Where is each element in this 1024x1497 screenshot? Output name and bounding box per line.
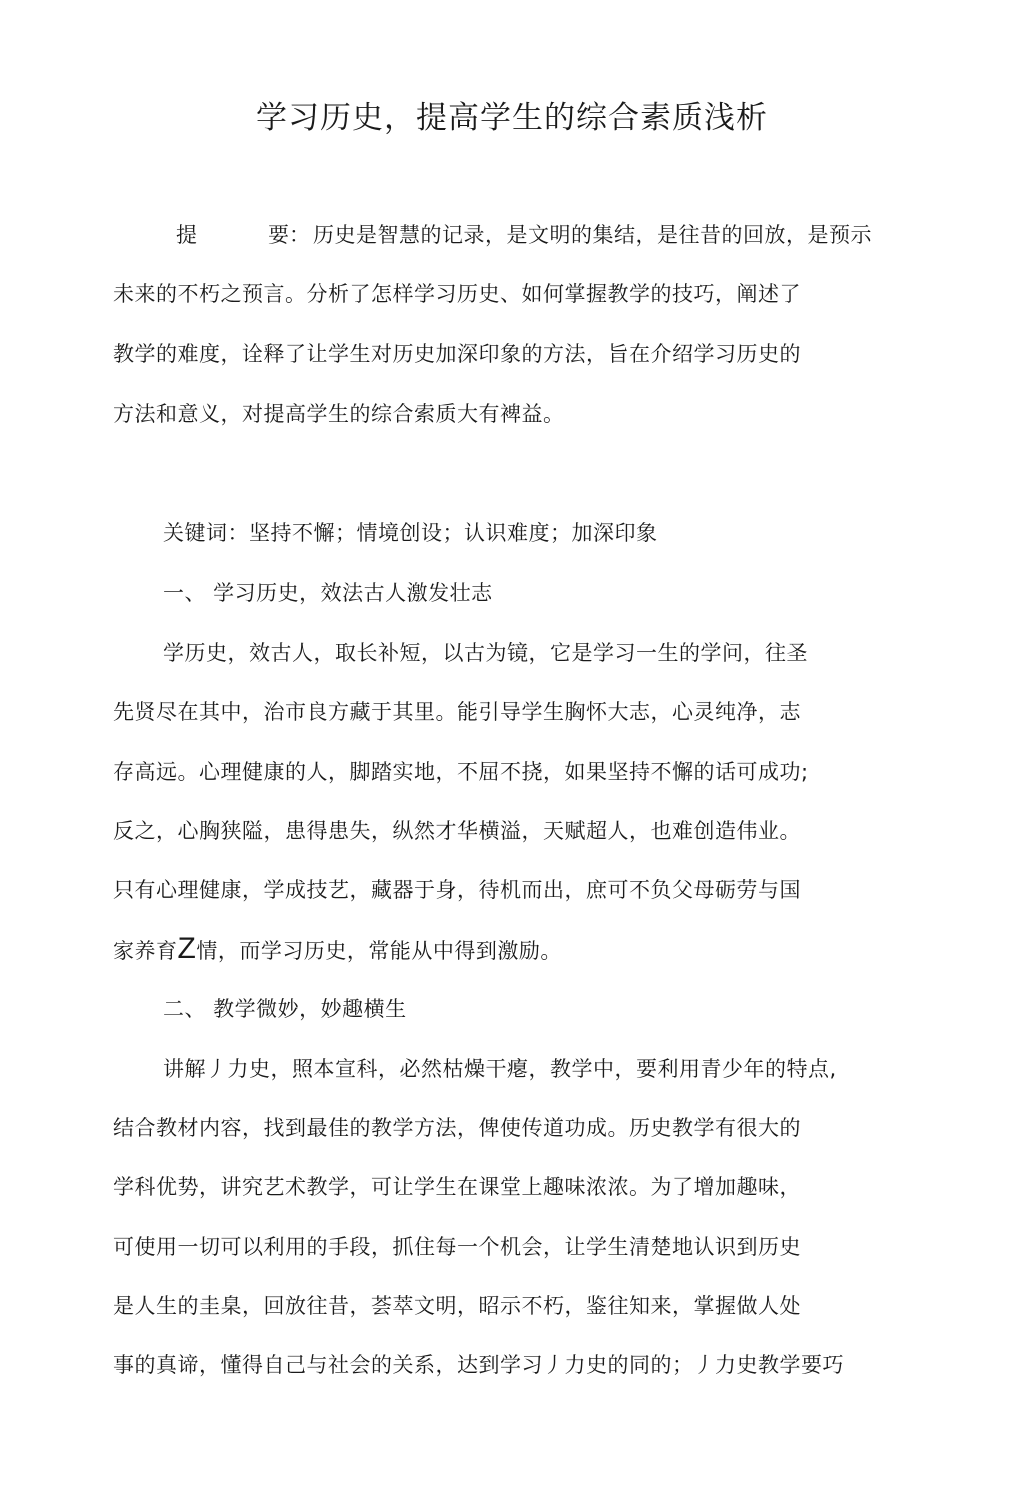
abstract-line: 方法和意义，对提高学生的综合索质大有裨益。 bbox=[113, 402, 565, 426]
abstract-label-first: 提 bbox=[176, 223, 197, 247]
keywords-line: 关键词：坚持不懈；情境创设；认识难度；加深印象 bbox=[163, 521, 658, 545]
abstract-line: 未来的不朽之预言。分析了怎样学习历史、如何掌握教学的技巧，阐述了 bbox=[113, 282, 801, 306]
paragraph-line: 是人生的圭臬，回放往昔，荟萃文明，昭示不朽，鉴往知来，掌握做人处 bbox=[113, 1294, 801, 1318]
paragraph-line: 只有心理健康，学成技艺，藏器于身，待机而出，庶可不负父母砺劳与国 bbox=[113, 878, 801, 902]
paragraph-line: 结合教材内容，找到最佳的教学方法，俾使传道功成。历史教学有很大的 bbox=[113, 1116, 801, 1140]
paragraph-line: 存高远。心理健康的人，脚踏实地，不屈不挠，如果坚持不懈的话可成功; bbox=[113, 760, 809, 784]
paragraph-line: 学科优势，讲究艺术教学，可让学生在课堂上趣味浓浓。为了增加趣味， bbox=[113, 1175, 801, 1199]
paragraph-line bbox=[113, 934, 562, 966]
section-heading-2: 二、 教学微妙，妙趣横生 bbox=[163, 997, 407, 1021]
document-title: 学习历史，提高学生的综合素质浅析 bbox=[256, 100, 768, 136]
abstract-line: 历史是智慧的记录，是文明的集结，是往昔的回放，是预示 bbox=[313, 223, 872, 247]
abstract-label-second: 要： bbox=[268, 223, 310, 247]
paragraph-line: 讲解丿力史，照本宣科，必然枯燥干瘪，教学中，要利用青少年的特点, bbox=[163, 1057, 837, 1081]
paragraph-line: 事的真谛，懂得自己与社会的关系，达到学习丿力史的同的；丿力史教学要巧 bbox=[113, 1353, 844, 1377]
paragraph-line: 先贤尽在其中，治市良方藏于其里。能引导学生胸怀大志，心灵纯净，志 bbox=[113, 700, 801, 724]
paragraph-text: 情，而学习历史，常能从中得到激励。 bbox=[196, 939, 562, 963]
paragraph-line: 可使用一切可以利用的手段，抓住每一个机会，让学生清楚地认识到历史 bbox=[113, 1235, 801, 1259]
abstract-line: 教学的难度，诠释了让学生对历史加深印象的方法，旨在介绍学习历史的 bbox=[113, 342, 801, 366]
ocr-artifact-glyph: Z bbox=[177, 932, 197, 965]
section-heading-1: 一、 学习历史，效法古人激发壮志 bbox=[163, 581, 493, 605]
paragraph-text: 家养育 bbox=[113, 939, 178, 963]
paragraph-line: 学历史，效古人，取长补短，以古为镜，它是学习一生的学问，往圣 bbox=[163, 641, 808, 665]
paragraph-line: 反之，心胸狭隘，患得患失，纵然才华横溢，天赋超人，也难创造伟业。 bbox=[113, 819, 801, 843]
